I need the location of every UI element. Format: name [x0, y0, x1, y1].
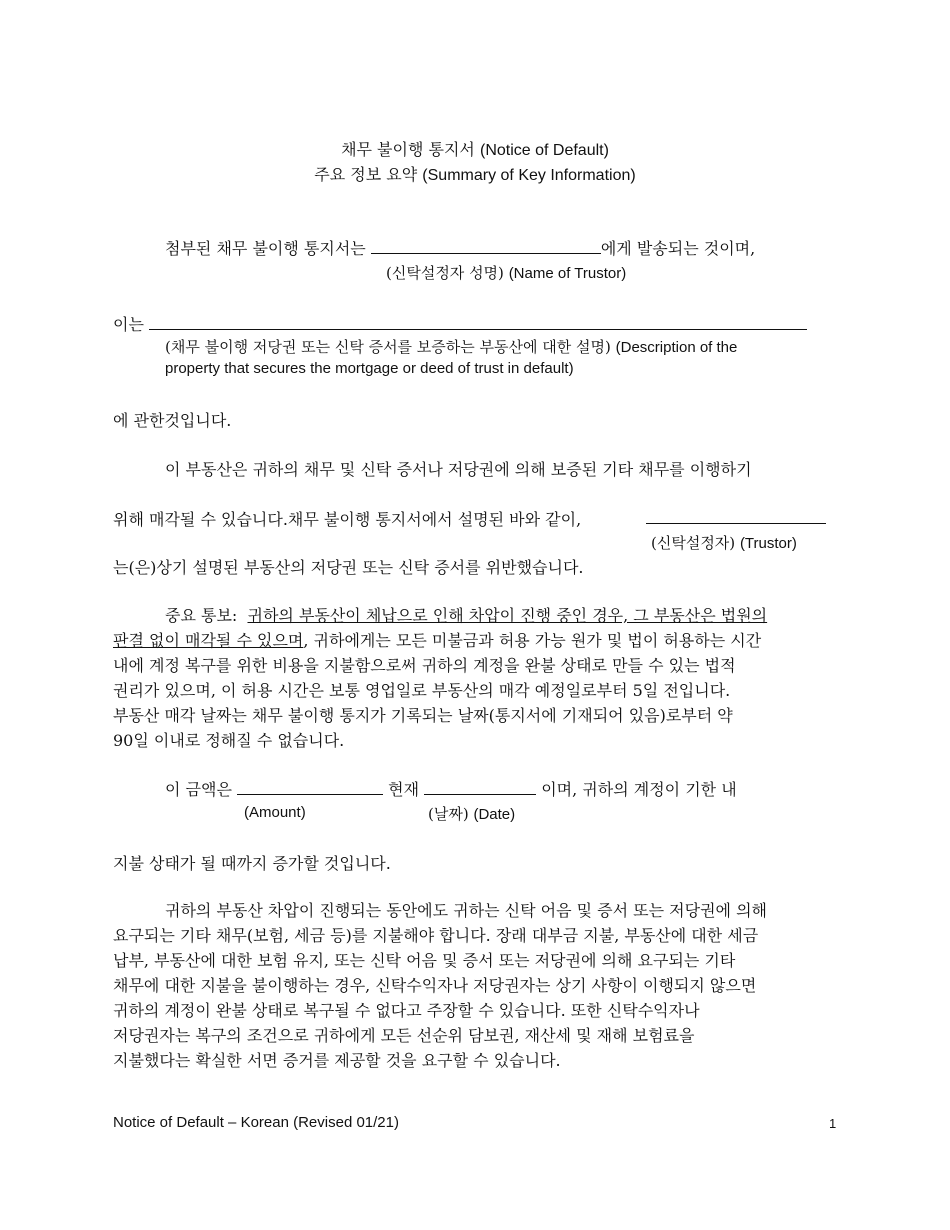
page-number: 1: [829, 1116, 837, 1131]
trustor-suffix: 에게 발송되는 것이며,: [600, 239, 756, 258]
trustor-caption-2-kr: (신탁설정자): [651, 534, 736, 552]
important-notice: [113, 603, 839, 753]
sale-line-3: 는(은)상기 설명된 부동산의 저당권 또는 신탁 증서를 위반했습니다.: [113, 558, 584, 577]
amount-caption: (Amount): [244, 804, 306, 821]
notice-line-1: [113, 603, 839, 628]
obligations-line-1: 귀하의 부동산 차압이 진행되는 동안에도 귀하는 신탁 어음 및 증서 또는 저당권에 의해: [165, 901, 767, 920]
amount-closing: 지불 상태가 될 때까지 증가할 것입니다.: [113, 854, 391, 873]
notice-label: 중요 통보:: [165, 606, 238, 625]
trustor-name-blank[interactable]: [371, 238, 601, 254]
trustor-blank-2[interactable]: [646, 508, 826, 524]
amount-middle: 현재: [388, 780, 420, 799]
trustor-caption-en: (Name of Trustor): [508, 265, 627, 282]
obligations-line-5: 귀하의 계정이 완불 상태로 복구될 수 없다고 주장할 수 있습니다. 또한 신탁수익자나: [113, 1001, 700, 1020]
amount-suffix: 이며, 귀하의 계정이 기한 내: [541, 780, 737, 799]
trustor-name-caption: [386, 262, 626, 283]
trustor-caption-2-en: (Trustor): [739, 535, 797, 552]
sale-line-2: [113, 507, 581, 530]
obligations-line-4: 채무에 대한 지불을 불이행하는 경우, 신탁수익자나 저당권자는 상기 사항이 이행되지 않으면: [113, 976, 757, 995]
trustor-sentence: [165, 236, 755, 259]
property-caption-line-2: property that secures the mortgage or deed of trust in default): [165, 360, 574, 377]
trustor-caption-2: [651, 532, 797, 553]
property-sentence: [113, 312, 807, 335]
title-korean: 채무 불이행 통지서: [341, 140, 475, 159]
subtitle-korean: 주요 정보 요약: [314, 165, 418, 184]
notice-line-2: [113, 628, 839, 653]
property-prefix: 이는: [113, 315, 144, 334]
property-description-blank[interactable]: [149, 314, 807, 330]
amount-blank[interactable]: [237, 779, 383, 795]
property-caption-kr: (채무 불이행 저당권 또는 신탁 증서를 보증하는 부동산에 대한 설명): [165, 338, 611, 356]
title-line-2: [0, 162, 950, 185]
obligations-paragraph: [113, 898, 839, 1073]
subtitle-english: (Summary of Key Information): [422, 167, 636, 184]
obligations-line-3: 납부, 부동산에 대한 보험 유지, 또는 신탁 어음 및 증서 또는 저당권에 의해 요구되는 기타: [113, 951, 736, 970]
amount-prefix: 이 금액은: [165, 780, 232, 799]
amount-sentence: [165, 777, 737, 800]
date-caption-en: (Date): [473, 806, 516, 823]
sale-line-2-text: 위해 매각될 수 있습니다.채무 불이행 통지서에서 설명된 바와 같이,: [113, 510, 582, 529]
obligations-line-6: 저당권자는 복구의 조건으로 귀하에게 모든 선순위 담보권, 재산세 및 재해 보험료을: [113, 1026, 695, 1045]
notice-line-5: 부동산 매각 날짜는 채무 불이행 통지가 기록되는 날짜(통지서에 기재되어 있음)로부터 약: [113, 706, 733, 725]
notice-line-3: 내에 계정 복구를 위한 비용을 지불함으로써 귀하의 계정을 완불 상태로 만들 수 있는 법적: [113, 656, 736, 675]
date-caption-kr: (날짜): [428, 805, 469, 823]
notice-line-6: 90일 이내로 정해질 수 없습니다.: [113, 731, 345, 750]
obligations-line-2: 요구되는 기타 채무(보험, 세금 등)를 지불해야 합니다. 장래 대부금 지불, 부동산에 대한 세금: [113, 926, 759, 945]
trustor-prefix: 첨부된 채무 불이행 통지서는: [165, 239, 366, 258]
title-english: (Notice of Default): [479, 142, 609, 159]
date-caption: [428, 803, 515, 824]
footer-text: Notice of Default – Korean (Revised 01/21): [113, 1114, 399, 1131]
obligations-line-7: 지불했다는 확실한 서면 증거를 제공할 것을 요구할 수 있습니다.: [113, 1051, 561, 1070]
notice-line-4: 권리가 있으며, 이 허용 시간은 보통 영업일로 부동산의 매각 예정일로부터 5일 전입니다.: [113, 681, 731, 700]
trustor-caption-kr: (신탁설정자 성명): [386, 264, 504, 282]
notice-underlined-2: 판결 없이 매각될 수 있으며: [113, 631, 304, 650]
property-closing: 에 관한것입니다.: [113, 411, 232, 430]
property-caption-line-1: [165, 336, 737, 357]
date-blank[interactable]: [424, 779, 536, 795]
title-line-1: [0, 137, 950, 160]
notice-underlined-1: 귀하의 부동산이 체납으로 인해 차압이 진행 중인 경우, 그 부동산은 법원의: [247, 606, 768, 625]
sale-line-1: 이 부동산은 귀하의 채무 및 신탁 증서나 저당권에 의해 보증된 기타 채무를 이행하기: [165, 460, 752, 479]
notice-rest-2: , 귀하에게는 모든 미불금과 허용 가능 원가 및 법이 허용하는 시간: [303, 631, 762, 650]
property-caption-en-1: (Description of the: [615, 339, 738, 356]
